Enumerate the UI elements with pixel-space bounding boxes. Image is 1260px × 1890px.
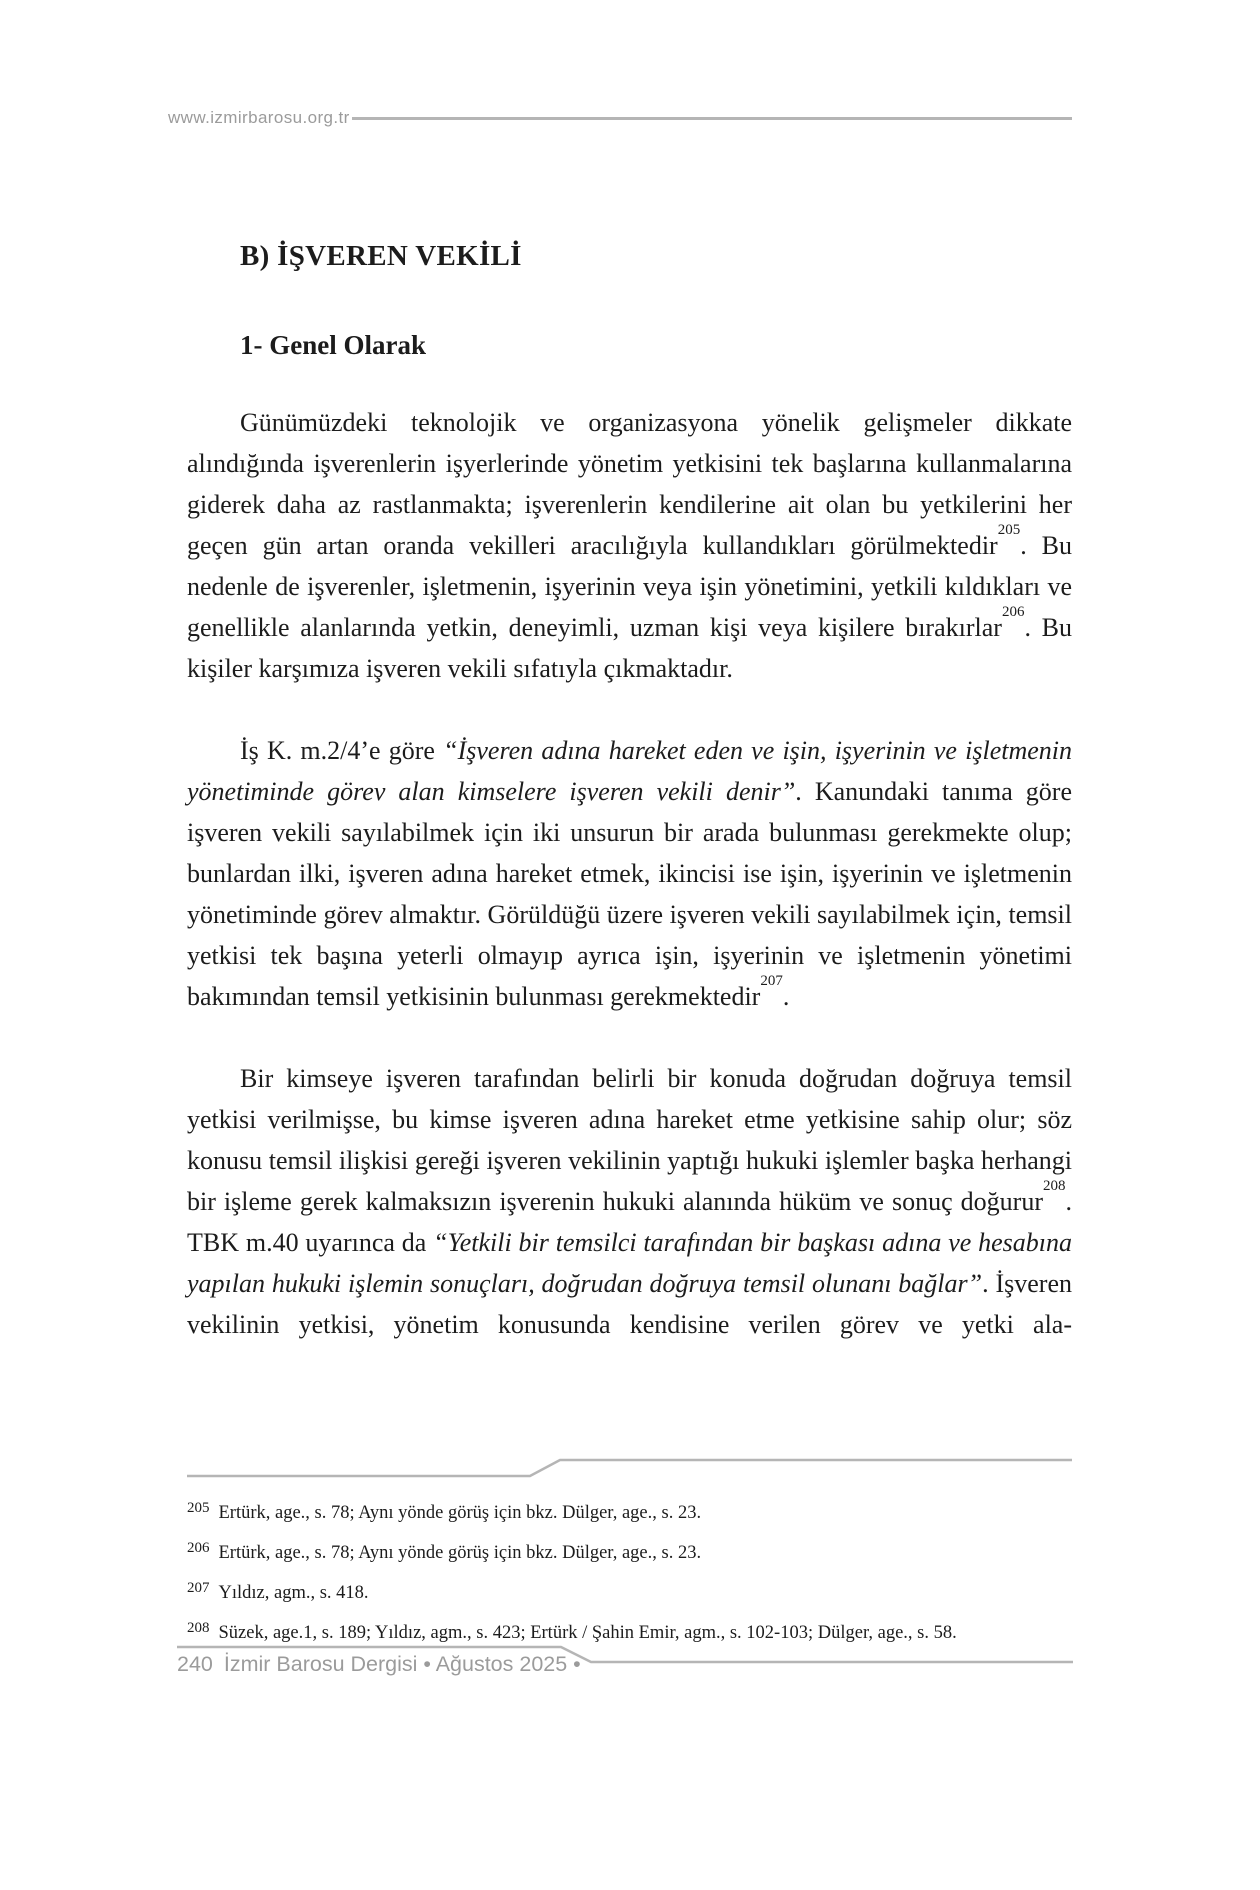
page-header	[168, 108, 1072, 128]
footnote-text: Yıldız, agm., s. 418.	[218, 1583, 369, 1603]
footer-page-number: 240	[177, 1652, 213, 1676]
footnote-item	[187, 1494, 1087, 1534]
text-run: . Kanundaki tanıma göre işveren vekili sayılabilmek için iki unsurun bir arada bulunması gerekmekte olup; bunlardan ilki, işveren adına hareket etmek, ikincisi ise işin, işyerinin ve işletmenin yönetiminde görev almaktır. Görüldüğü üzere işveren vekili sayılabilmek için, temsil yetkisi tek başına yeterli olmayıp ayrıca işin, işyerinin ve işletmenin yönetimi bakımından temsil yetkisinin bulunması gerekmektedir	[187, 777, 1073, 1011]
main-text-column	[187, 240, 1072, 1345]
quoted-statute-text: “İşveren adına hareket eden ve işin, işyerinin ve işletmenin yönetiminde görev alan kimselere işveren vekili denir”	[187, 736, 1072, 806]
footnote-text: Ertürk, age., s. 78; Aynı yönde görüş için bkz. Dülger, age., s. 23.	[218, 1503, 702, 1523]
footnote-number: 208	[187, 1620, 210, 1636]
footnote-number: 207	[187, 1580, 210, 1596]
footnote-ref: 205	[997, 522, 1021, 539]
text-run: Bir kimseye işveren tarafından belirli bir konuda doğrudan doğruya temsil yetkisi verilmişse, bu kimse işveren adına hareket etme yetkisine sahip olur; söz konusu temsil ilişkisi gereği işveren vekilinin yaptığı hukuki işlemler başka herhangi bir işleme gerek kalmaksızın işverenin hukuki alanında hüküm ve sonuç doğurur	[187, 1064, 1072, 1216]
subsection-heading: 1- Genel Olarak	[240, 330, 426, 360]
footnote-item	[187, 1534, 1087, 1574]
body-paragraph	[187, 1058, 1072, 1345]
footnote-number: 205	[187, 1500, 210, 1516]
header-rule	[352, 117, 1072, 120]
footnote-separator-line	[187, 1460, 1072, 1476]
body-paragraphs	[187, 402, 1072, 1345]
footnote-ref: 206	[1001, 604, 1025, 621]
text-run: . Bu nedenle de işverenler, işletmenin, işyerinin veya işin yönetimini, yetkili kıldıkları ve genellikle alanlarında yetkin, deneyimli, uzman kişi veya kişilere bırakırlar	[187, 531, 1072, 642]
text-run: Günümüzdeki teknolojik ve organizasyona yönelik gelişmeler dikkate alındığında işverenlerin işyerlerinde yönetim yetkisini tek başlarına kullanmalarına giderek daha az rastlanmakta; işverenlerin kendilerine ait olan bu yetkilerini her geçen gün artan oranda vekilleri aracılığıyla kullandıkları görülmektedir	[187, 408, 1072, 560]
footnote-list	[187, 1494, 1087, 1654]
footnote-separator	[187, 1456, 1072, 1480]
header-website-url: www.izmirbarosu.org.tr	[168, 108, 350, 127]
body-paragraph	[187, 730, 1072, 1017]
body-paragraph	[187, 402, 1072, 689]
footnote-text: Süzek, age.1, s. 189; Yıldız, agm., s. 423; Ertürk / Şahin Emir, agm., s. 102-103; Dülger, age., s. 58.	[218, 1623, 957, 1643]
quoted-statute-text: “Yetkili bir temsilci tarafından bir başkası adına ve hesabına yapılan hukuki işlemin sonuçları, doğrudan doğruya temsil olunanı bağlar”	[187, 1228, 1072, 1298]
footer-text	[177, 1652, 1074, 1677]
footnote-item	[187, 1574, 1087, 1614]
page-footer	[177, 1643, 1074, 1685]
section-heading: B) İŞVEREN VEKİLİ	[240, 240, 522, 272]
footnote-ref: 207	[760, 973, 783, 990]
footnote-ref: 208	[1043, 1178, 1066, 1195]
footnote-number: 206	[187, 1540, 210, 1556]
text-run: İş K. m.2/4’e göre	[240, 736, 444, 765]
text-run: . Bu kişiler karşımıza işveren vekili sıfatıyla çıkmaktadır.	[187, 613, 1072, 683]
text-run: . TBK m.40 uyarınca da	[187, 1187, 1072, 1257]
text-run: .	[782, 982, 790, 1011]
text-run: . İşveren vekilinin yetkisi, yönetim konusunda kendisine verilen görev ve yetki ala-	[187, 1269, 1072, 1339]
footer-journal-line: İzmir Barosu Dergisi • Ağustos 2025 •	[223, 1652, 581, 1676]
footnote-text: Ertürk, age., s. 78; Aynı yönde görüş için bkz. Dülger, age., s. 23.	[218, 1543, 702, 1563]
